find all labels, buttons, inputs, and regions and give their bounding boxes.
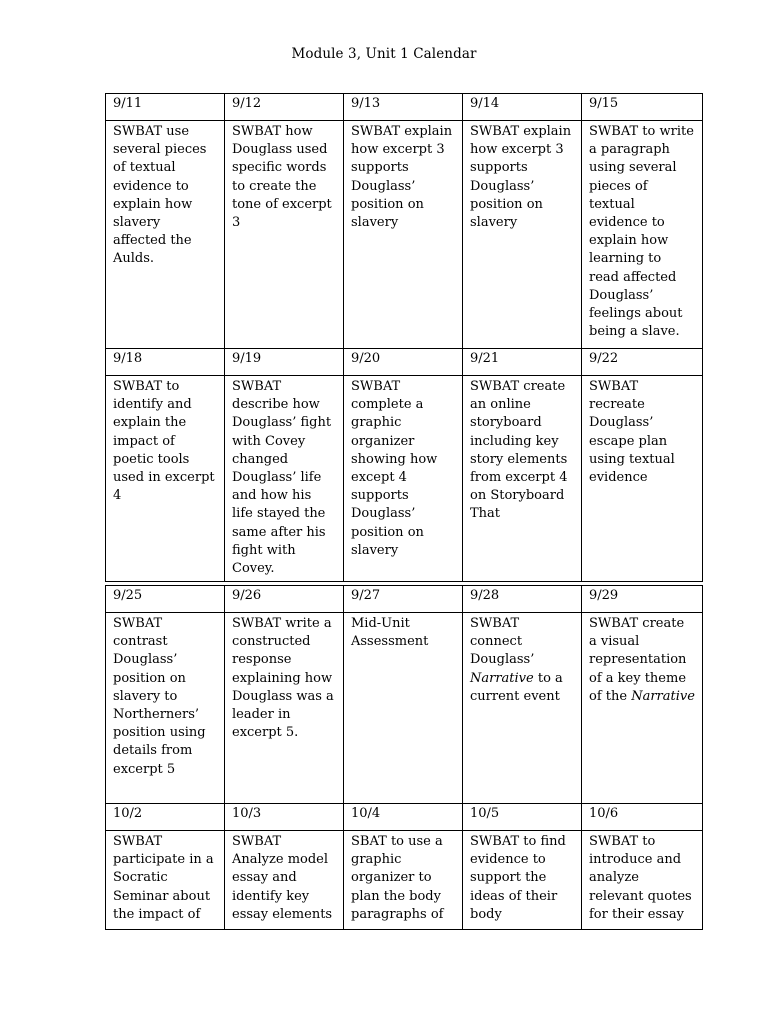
date-cell: 9/13 bbox=[344, 94, 463, 121]
calendar-table-weeks-3-4 bbox=[105, 585, 703, 930]
objective-cell: SWBAT how Douglass used specific words to create the tone of excerpt 3 bbox=[225, 121, 344, 349]
date-cell: 9/14 bbox=[463, 94, 582, 121]
date-cell: 9/22 bbox=[582, 349, 703, 376]
calendar-table-weeks-1-2 bbox=[105, 93, 703, 582]
objective-cell: SWBAT Analyze model essay and identify key essay elements bbox=[225, 831, 344, 930]
date-cell: 9/21 bbox=[463, 349, 582, 376]
date-cell: 10/6 bbox=[582, 804, 703, 831]
objective-cell: SWBAT to find evidence to support the ideas of their body bbox=[463, 831, 582, 930]
objective-cell: SWBAT participate in a Socratic Seminar about the impact of bbox=[106, 831, 225, 930]
date-cell: 10/2 bbox=[106, 804, 225, 831]
objective-cell: SWBAT complete a graphic organizer showing how except 4 supports Douglass’ position on slavery bbox=[344, 376, 463, 582]
table-row-objectives-week2 bbox=[106, 376, 703, 582]
objective-cell: SWBAT to write a paragraph using several pieces of textual evidence to explain how learning to read affected Douglass’ feelings about being a slave. bbox=[582, 121, 703, 349]
table-row-dates-week3 bbox=[106, 586, 703, 613]
table-row-objectives-week4 bbox=[106, 831, 703, 930]
date-cell: 9/18 bbox=[106, 349, 225, 376]
objective-cell: SWBAT recreate Douglass’ escape plan using textual evidence bbox=[582, 376, 703, 582]
table-row-dates-week4 bbox=[106, 804, 703, 831]
date-cell: 10/4 bbox=[344, 804, 463, 831]
objective-cell bbox=[582, 613, 703, 804]
objective-cell bbox=[463, 613, 582, 804]
objective-cell: SBAT to use a graphic organizer to plan the body paragraphs of bbox=[344, 831, 463, 930]
objective-cell: SWBAT explain how excerpt 3 supports Douglass’ position on slavery bbox=[344, 121, 463, 349]
page-title: Module 3, Unit 1 Calendar bbox=[291, 46, 477, 62]
objective-cell: SWBAT create an online storyboard including key story elements from excerpt 4 on Storyboard That bbox=[463, 376, 582, 582]
objective-cell: SWBAT write a constructed response explaining how Douglass was a leader in excerpt 5. bbox=[225, 613, 344, 804]
narrative-title: Narrative bbox=[470, 670, 534, 686]
date-cell: 9/12 bbox=[225, 94, 344, 121]
narrative-title: Narrative bbox=[631, 688, 695, 704]
date-cell: 9/19 bbox=[225, 349, 344, 376]
date-cell: 9/20 bbox=[344, 349, 463, 376]
date-cell: 10/5 bbox=[463, 804, 582, 831]
objective-cell: SWBAT describe how Douglass’ fight with Covey changed Douglass’ life and how his life stayed the same after his fight with Covey. bbox=[225, 376, 344, 582]
objective-cell: SWBAT contrast Douglass’ position on slavery to Northerners’ position using details from excerpt 5 bbox=[106, 613, 225, 804]
table-row-dates-week2 bbox=[106, 349, 703, 376]
date-cell: 9/15 bbox=[582, 94, 703, 121]
date-cell: 9/29 bbox=[582, 586, 703, 613]
table-row-dates-week1 bbox=[106, 94, 703, 121]
objective-cell: Mid-Unit Assessment bbox=[344, 613, 463, 804]
objective-cell: SWBAT to identify and explain the impact of poetic tools used in excerpt 4 bbox=[106, 376, 225, 582]
date-cell: 10/3 bbox=[225, 804, 344, 831]
objective-cell: SWBAT explain how excerpt 3 supports Douglass’ position on slavery bbox=[463, 121, 582, 349]
date-cell: 9/27 bbox=[344, 586, 463, 613]
table-row-objectives-week3 bbox=[106, 613, 703, 804]
objective-text: SWBAT connect Douglass’ bbox=[470, 616, 535, 668]
date-cell: 9/25 bbox=[106, 586, 225, 613]
date-cell: 9/28 bbox=[463, 586, 582, 613]
objective-text: SWBAT create a visual representation of a key theme of the bbox=[589, 616, 687, 704]
objective-cell: SWBAT use several pieces of textual evidence to explain how slavery affected the Aulds. bbox=[106, 121, 225, 349]
objective-cell: SWBAT to introduce and analyze relevant quotes for their essay bbox=[582, 831, 703, 930]
objective-text: to a current event bbox=[470, 670, 563, 704]
date-cell: 9/11 bbox=[106, 94, 225, 121]
date-cell: 9/26 bbox=[225, 586, 344, 613]
table-row-objectives-week1 bbox=[106, 121, 703, 349]
